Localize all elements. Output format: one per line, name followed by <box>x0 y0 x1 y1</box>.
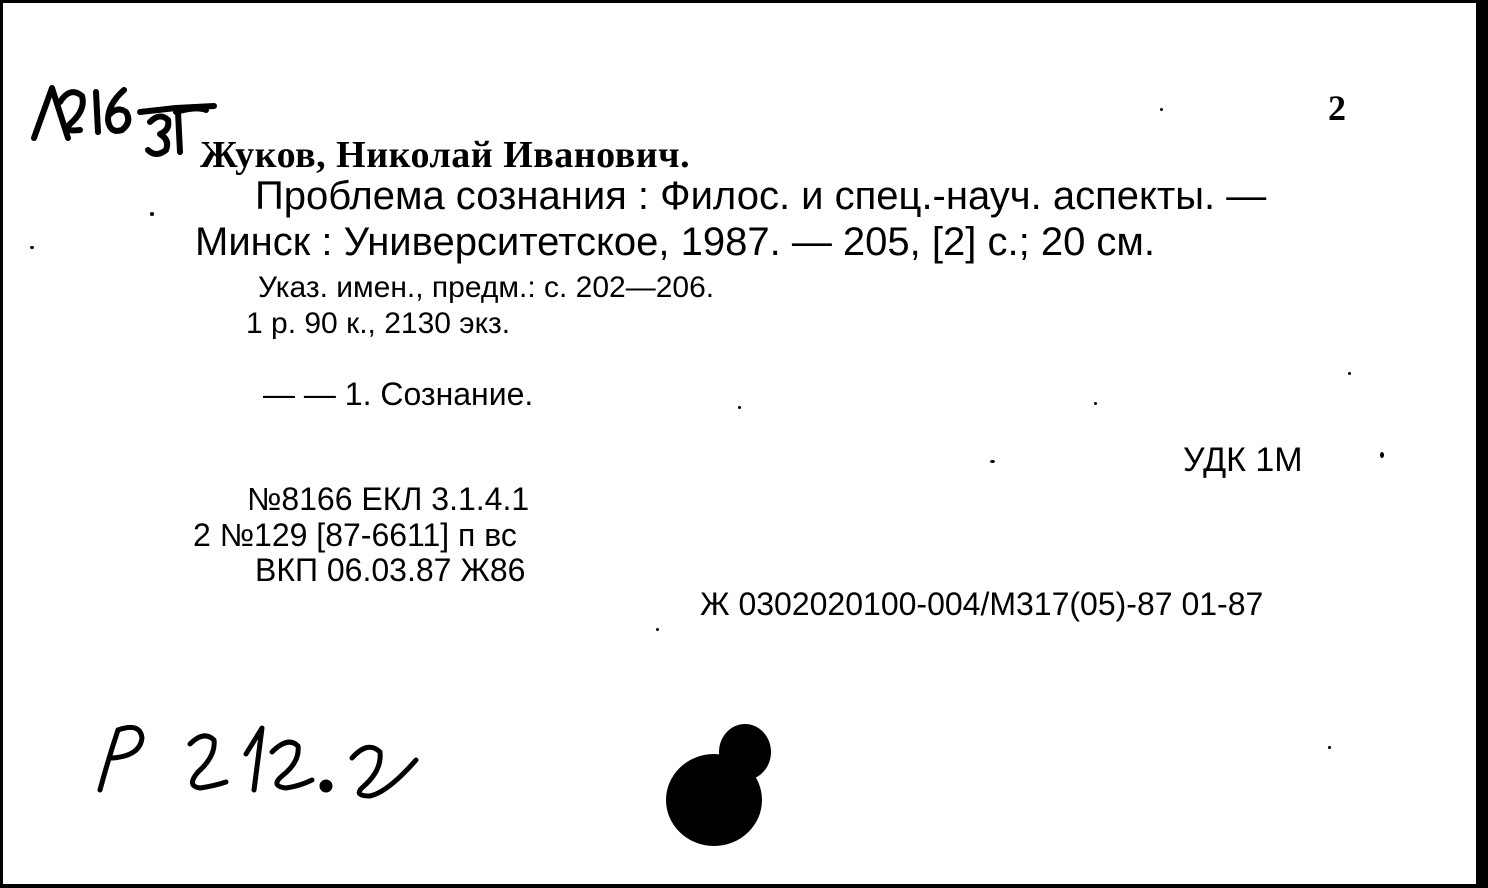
price-run: 1 р. 90 к., 2130 экз. <box>246 307 511 340</box>
publication-code: Ж 0302020100-004/М317(05)-87 01-87 <box>700 586 1264 622</box>
author-heading: Жуков, Николай Иванович. <box>200 134 691 176</box>
subject-tracing: — — 1. Сознание. <box>263 376 534 412</box>
imprint-line: Минск : Университетское, 1987. — 205, [2] с.; 20 см. <box>195 220 1156 264</box>
card-number: 2 <box>1328 88 1346 128</box>
scan-speck <box>1160 108 1163 111</box>
scan-speck <box>990 460 995 463</box>
registration-line: ВКП 06.03.87 Ж86 <box>255 552 526 588</box>
scan-speck <box>656 628 659 631</box>
registration-line: №8166 ЕКЛ 3.1.4.1 <box>247 481 530 517</box>
index-note: Указ. имен., предм.: с. 202—206. <box>258 271 715 304</box>
handwritten-call-number <box>100 727 416 796</box>
punched-hole <box>666 724 771 846</box>
scan-speck <box>150 212 154 216</box>
scan-speck <box>1328 746 1331 749</box>
udc-classification: УДК 1М <box>1183 441 1303 479</box>
scan-speck <box>1094 402 1097 405</box>
handwritten-shelf-mark <box>34 88 214 154</box>
scan-speck <box>738 406 741 409</box>
registration-line: 2 №129 [87-6611] п вс <box>193 517 517 553</box>
scan-speck <box>1348 372 1351 375</box>
title-line: Проблема сознания : Филос. и спец.-науч. аспекты. — <box>255 174 1267 218</box>
scan-speck <box>1380 452 1384 458</box>
scan-speck <box>30 246 34 249</box>
